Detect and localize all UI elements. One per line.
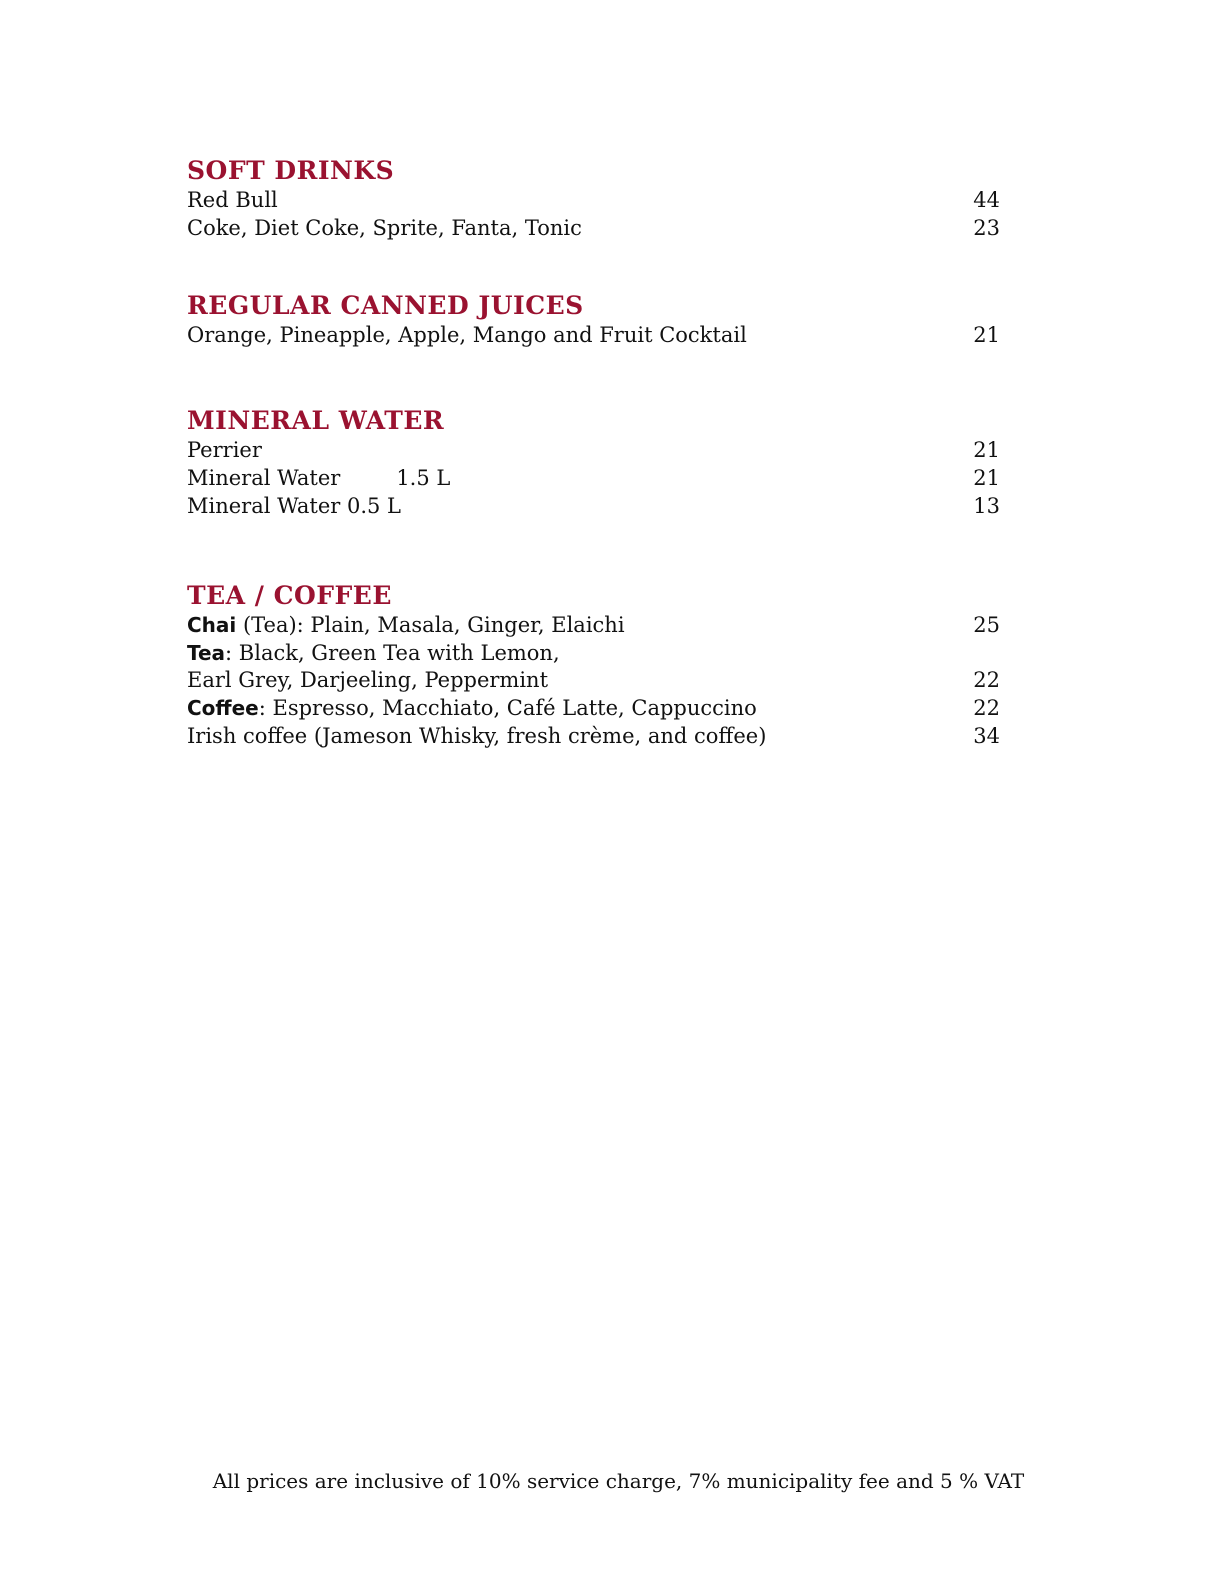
item-price: 21	[973, 438, 1000, 463]
item-description	[187, 612, 625, 640]
footer	[0, 1467, 1224, 1495]
menu-item	[187, 667, 1000, 695]
menu-item	[187, 695, 1000, 723]
section-soft-drinks	[187, 155, 1000, 243]
item-description	[187, 695, 757, 723]
item-price: 13	[973, 493, 1000, 518]
menu-item	[187, 640, 1000, 668]
price-disclaimer: All prices are inclusive of 10% service charge, 7% municipality fee and 5 % VAT	[212, 1469, 1025, 1493]
item-price: 22	[973, 696, 1000, 721]
item-name: Perrier	[187, 438, 262, 463]
item-name: Orange, Pineapple, Apple, Mango and Fruit Cocktail	[187, 322, 747, 347]
item-name: Red Bull	[187, 188, 278, 212]
item-price: 23	[973, 215, 1000, 240]
item-detail: Irish coffee (Jameson Whisky, fresh crème, and coffee)	[187, 723, 767, 748]
item-size: 1.5 L	[396, 466, 451, 491]
menu-item	[187, 465, 1000, 493]
section-title-canned-juices: REGULAR CANNED JUICES	[187, 290, 584, 320]
item-price: 25	[973, 612, 1000, 637]
item-bold-label: Chai	[187, 612, 237, 637]
item-description	[187, 723, 766, 751]
item-name: Mineral Water 0.5 L	[187, 493, 401, 518]
menu-item	[187, 723, 1000, 751]
item-bold-label: Coffee	[187, 696, 259, 721]
drinks-menu	[187, 155, 1000, 751]
item-price: 22	[973, 668, 1000, 693]
menu-item	[187, 215, 1000, 243]
section-mineral-water	[187, 405, 1000, 520]
item-detail: : Espresso, Macchiato, Café Latte, Cappuccino	[258, 696, 757, 721]
item-detail: (Tea): Plain, Masala, Ginger, Elaichi	[236, 612, 625, 637]
item-name: Mineral Water	[187, 466, 341, 491]
item-price: 44	[973, 188, 1000, 212]
section-canned-juices	[187, 290, 1000, 350]
menu-item	[187, 493, 1000, 521]
section-title-tea-coffee: TEA / COFFEE	[187, 580, 392, 610]
item-description	[187, 640, 560, 668]
menu-item	[187, 322, 1000, 350]
item-description	[187, 667, 548, 695]
item-name: Coke, Diet Coke, Sprite, Fanta, Tonic	[187, 215, 582, 240]
item-bold-label: Tea	[187, 640, 226, 665]
menu-item	[187, 187, 1000, 215]
item-price: 21	[973, 322, 1000, 347]
section-title-soft-drinks: SOFT DRINKS	[187, 156, 395, 185]
item-detail: Earl Grey, Darjeeling, Peppermint	[187, 668, 549, 693]
section-title-mineral-water: MINERAL WATER	[187, 406, 445, 436]
section-tea-coffee	[187, 580, 1000, 751]
item-detail: : Black, Green Tea with Lemon,	[225, 640, 560, 665]
menu-item	[187, 437, 1000, 465]
item-name-with-size	[187, 465, 450, 493]
item-price: 21	[973, 466, 1000, 491]
menu-item	[187, 612, 1000, 640]
item-price: 34	[973, 723, 1000, 748]
